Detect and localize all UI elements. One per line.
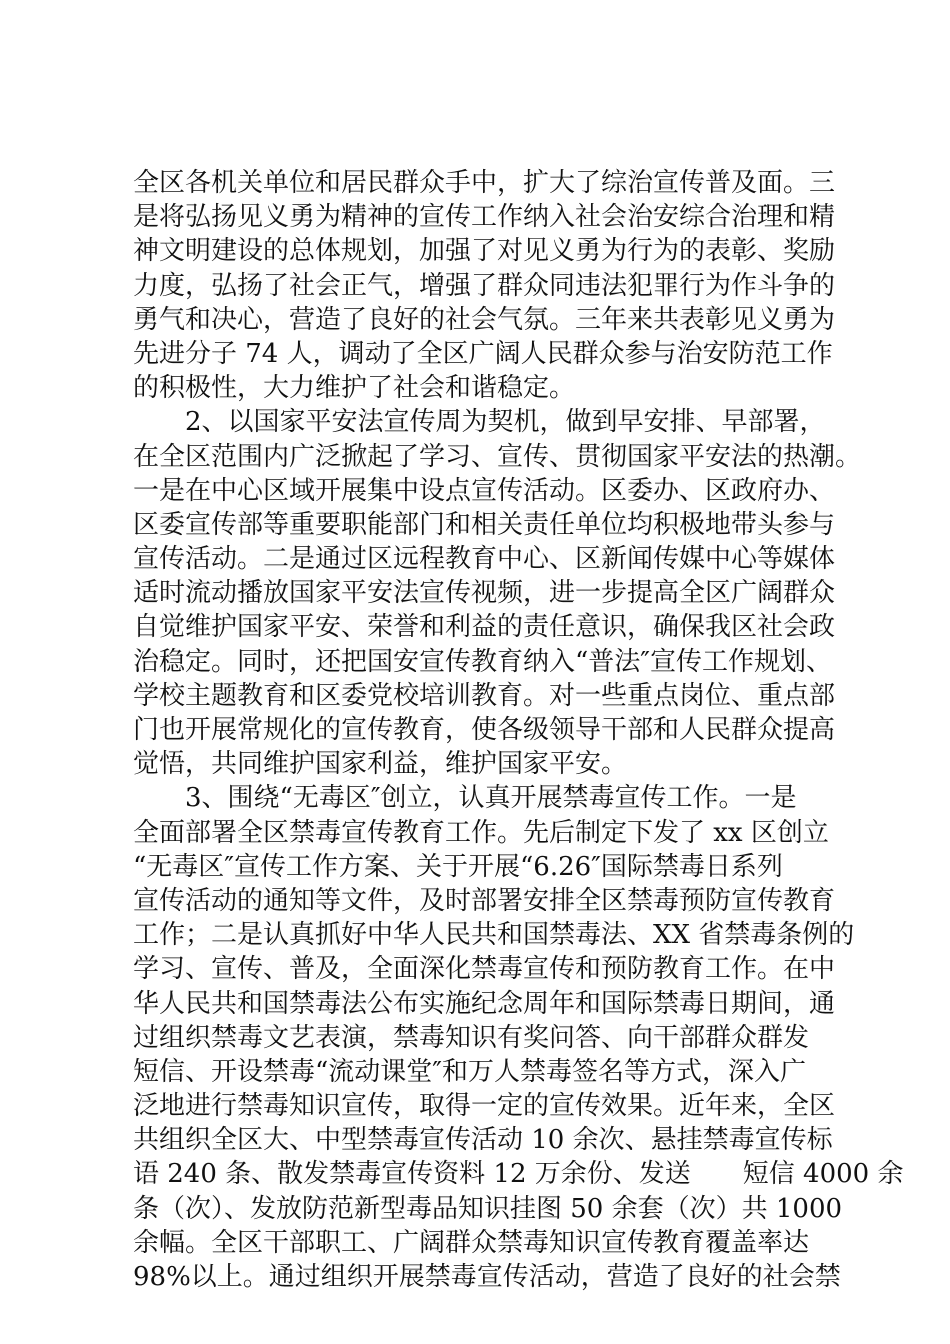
text-line: 神文明建设的总体规划，加强了对见义勇为行为的表彰、奖励: [133, 236, 836, 267]
text-line: 语 240 条、散发禁毒宣传资料 12 万余份、发送 短信 4000 余: [133, 1159, 904, 1190]
text-line: 在全区范围内广泛掀起了学习、宣传、贯彻国家平安法的热潮。: [133, 441, 862, 472]
text-line: 勇气和决心，营造了良好的社会气氛。三年来共表彰见义勇为: [133, 304, 836, 335]
text-line: 学校主题教育和区委党校培训教育。对一些重点岗位、重点部: [133, 680, 836, 711]
text-line: 治稳定。同时，还把国安宣传教育纳入“普法″宣传工作规划、: [133, 646, 833, 677]
paragraph-2-start: 2、以国家平安法宣传周为契机，做到早安排、早部署，: [185, 407, 826, 438]
text-line: 区委宣传部等重要职能部门和相关责任单位均积极地带头参与: [133, 509, 836, 540]
text-line: 一是在中心区域开展集中设点宣传活动。区委办、区政府办、: [133, 475, 836, 506]
text-line: 自觉维护国家平安、荣誉和利益的责任意识，确保我区社会政: [133, 612, 836, 643]
text-line: 余幅。全区干部职工、广阔群众禁毒知识宣传教育覆盖率达: [133, 1227, 810, 1258]
text-line: 98%以上。通过组织开展禁毒宣传活动，营造了良好的社会禁: [133, 1262, 841, 1292]
text-line: 条（次）、发放防范新型毒品知识挂图 50 余套（次）共 1000: [133, 1193, 843, 1224]
document-body: [133, 166, 904, 1294]
text-line: 觉悟，共同维护国家利益，维护国家平安。: [133, 749, 628, 780]
text-line: 宣传活动。二是通过区远程教育中心、区新闻传媒中心等媒体: [133, 544, 836, 575]
text-line: “无毒区″宣传工作方案、关于开展“6.26″国际禁毒日系列: [133, 851, 783, 882]
text-line: 适时流动播放国家平安法宣传视频，进一步提高全区广阔群众: [133, 578, 836, 609]
text-line: 过组织禁毒文艺表演，禁毒知识有奖问答、向干部群众群发: [133, 1022, 810, 1053]
text-line: 宣传活动的通知等文件，及时部署安排全区禁毒预防宣传教育: [133, 885, 836, 916]
text-line: 泛地进行禁毒知识宣传，取得一定的宣传效果。近年来，全区: [133, 1091, 836, 1122]
text-line: 工作；二是认真抓好中华人民共和国禁毒法、XX 省禁毒条例的: [133, 920, 855, 951]
text-line: 全面部署全区禁毒宣传教育工作。先后制定下发了 xx 区创立: [133, 817, 829, 848]
text-line: 华人民共和国禁毒法公布实施纪念周年和国际禁毒日期间，通: [133, 988, 836, 1019]
text-line: 学习、宣传、普及，全面深化禁毒宣传和预防教育工作。在中: [133, 954, 836, 985]
text-line: 全区各机关单位和居民群众手中，扩大了综治宣传普及面。三: [133, 168, 836, 198]
text-line: 门也开展常规化的宣传教育，使各级领导干部和人民群众提高: [133, 715, 836, 745]
text-line: 力度，弘扬了社会正气，增强了群众同违法犯罪行为作斗争的: [133, 270, 836, 301]
paragraph-3-start: 3、围绕“无毒区″创立，认真开展禁毒宣传工作。一是: [185, 783, 797, 814]
text-line: 共组织全区大、中型禁毒宣传活动 10 余次、悬挂禁毒宣传标: [133, 1125, 833, 1156]
text-line: 短信、开设禁毒“流动课堂″和万人禁毒签名等方式，深入广: [133, 1056, 807, 1087]
text-line: 是将弘扬见义勇为精神的宣传工作纳入社会治安综合治理和精: [133, 202, 836, 233]
text-line: 先进分子 74 人，调动了全区广阔人民群众参与治安防范工作: [133, 338, 833, 369]
text-line: 的积极性，大力维护了社会和谐稳定。: [133, 373, 576, 404]
